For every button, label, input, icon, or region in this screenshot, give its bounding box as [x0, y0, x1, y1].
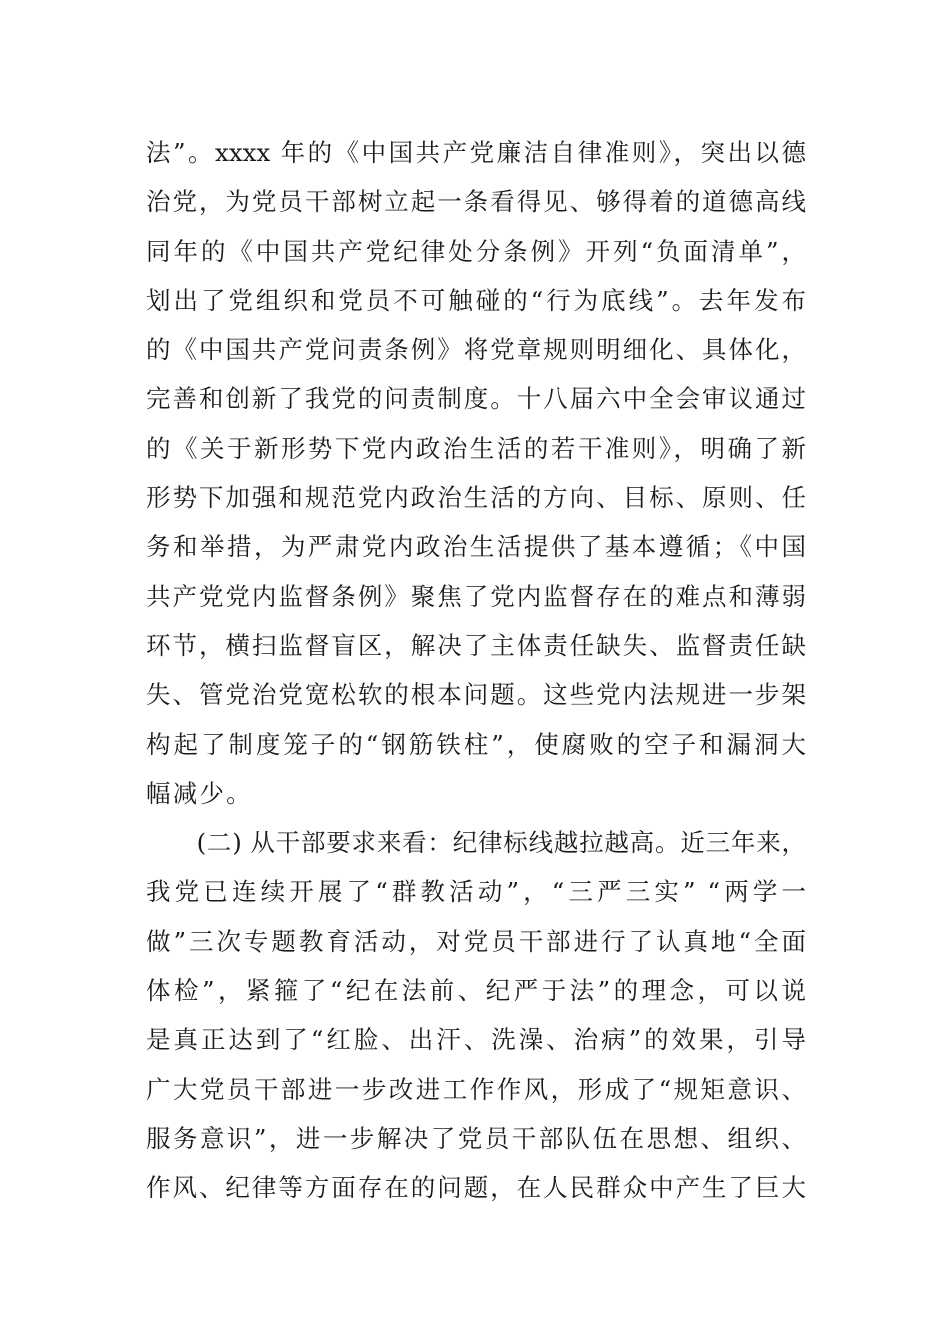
text-line: 形势下加强和规范党内政治生活的方向、目标、原则、任 [146, 483, 806, 513]
text-line: 体检”，紧箍了“纪在法前、纪严于法”的理念，可以说 [146, 976, 806, 1006]
text-line: 的《关于新形势下党内政治生活的若干准则》，明确了新 [146, 433, 806, 463]
text-line: 共产党党内监督条例》聚焦了党内监督存在的难点和薄弱 [146, 581, 806, 611]
text-line-paragraph-end: 幅减少。 [146, 778, 253, 808]
body-text [146, 128, 806, 1213]
text-line: 务和举措，为严肃党内政治生活提供了基本遵循；《中国 [146, 532, 806, 562]
text-line: 失、管党治党宽松软的根本问题。这些党内法规进一步架 [146, 680, 806, 710]
text-line: 做”三次专题教育活动，对党员干部进行了认真地“全面 [146, 926, 806, 956]
text-line: 治党，为党员干部树立起一条看得见、够得着的道德高线 [146, 187, 806, 217]
text-line: 的《中国共产党问责条例》将党章规则明细化、具体化， [146, 335, 806, 365]
text-line: 作风、纪律等方面存在的问题，在人民群众中产生了巨大 [146, 1173, 806, 1203]
text-line: 构起了制度笼子的“钢筋铁柱”，使腐败的空子和漏洞大 [146, 729, 806, 759]
text-line: 划出了党组织和党员不可触碰的“行为底线”。去年发布 [146, 285, 806, 315]
text-line: 法”。xxxx 年的《中国共产党廉洁自律准则》，突出以德 [146, 138, 806, 167]
text-line: 是真正达到了“红脸、出汗、洗澡、治病”的效果，引导 [146, 1025, 806, 1055]
text-line: 我党已连续开展了“群教活动”，“三严三实” “两学一 [146, 877, 806, 907]
text-line: 服务意识”，进一步解决了党员干部队伍在思想、组织、 [146, 1123, 806, 1153]
text-line-section-heading: (二) 从干部要求来看：纪律标线越拉越高。近三年来， [146, 828, 806, 858]
text-line: 完善和创新了我党的问责制度。十八届六中全会审议通过 [146, 384, 806, 414]
text-line: 环节，横扫监督盲区，解决了主体责任缺失、监督责任缺 [146, 630, 806, 660]
text-line: 广大党员干部进一步改进工作作风，形成了“规矩意识、 [146, 1074, 806, 1104]
text-line: 同年的《中国共产党纪律处分条例》开列“负面清单”， [146, 236, 806, 266]
